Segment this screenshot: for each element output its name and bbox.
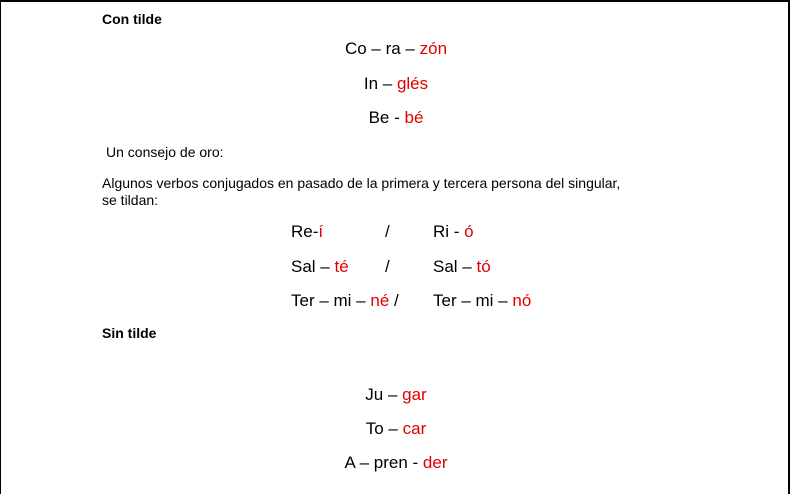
verb-separator: /: [385, 222, 390, 241]
word-corazon: [345, 39, 447, 59]
syllables: In –: [363, 74, 397, 93]
word-tocar: [366, 419, 426, 439]
tip-title: Un consejo de oro:: [106, 144, 224, 160]
heading-con-tilde: Con tilde: [102, 11, 162, 27]
stressed-syllable: té: [334, 257, 349, 276]
word-aprender: [344, 453, 447, 473]
syllables: A – pren -: [344, 453, 423, 472]
stressed-syllable: der: [422, 453, 448, 472]
stressed-syllable: ó: [464, 222, 474, 241]
syllables: Re-: [291, 222, 319, 241]
stressed-syllable: bé: [404, 108, 424, 127]
syllables: Sal –: [433, 257, 477, 276]
heading-sin-tilde: Sin tilde: [102, 325, 157, 341]
syllables: Be -: [368, 108, 405, 127]
stressed-syllable: nó: [512, 291, 532, 310]
verb-separator: /: [389, 291, 399, 310]
stressed-syllable: gar: [402, 385, 427, 404]
syllables: Co – ra –: [344, 39, 420, 58]
word-jugar: [365, 385, 426, 405]
syllables: Ri -: [433, 222, 465, 241]
syllables: Ter – mi –: [291, 291, 371, 310]
stressed-syllable: car: [402, 419, 427, 438]
word-bebe: [369, 108, 424, 128]
verb-termino: [433, 291, 531, 311]
tip-line-2: se tildan:: [102, 192, 159, 208]
verb-salte: [291, 257, 349, 277]
syllables: Sal –: [291, 257, 335, 276]
stressed-syllable: glés: [396, 74, 429, 93]
stressed-syllable: né: [370, 291, 390, 310]
stressed-syllable: í: [318, 222, 324, 241]
verb-separator: /: [385, 257, 390, 276]
syllables: Ter – mi –: [433, 291, 513, 310]
verb-rei: [291, 222, 323, 242]
verb-rio: [433, 222, 474, 242]
tip-line-1: Algunos verbos conjugados en pasado de la primera y tercera persona del singular,: [102, 175, 621, 191]
word-ingles: [364, 74, 428, 94]
stressed-syllable: zón: [419, 39, 448, 58]
tip-text: [102, 175, 742, 209]
stressed-syllable: tó: [476, 257, 491, 276]
verb-salto: [433, 257, 491, 277]
syllables: Ju –: [365, 385, 403, 404]
syllables: To –: [365, 419, 403, 438]
verb-termine: [291, 291, 399, 311]
